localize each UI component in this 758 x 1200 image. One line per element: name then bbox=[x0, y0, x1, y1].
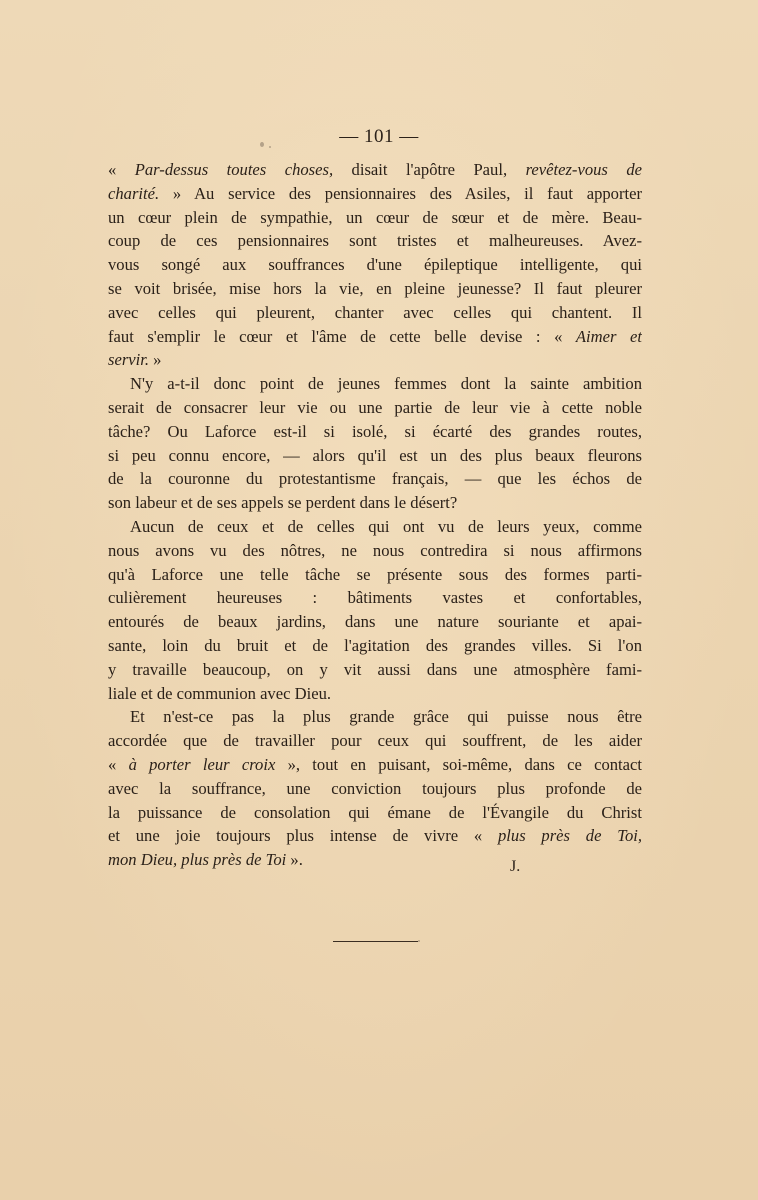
text-run: son labeur et de ses appels se perdent dans le désert? bbox=[108, 493, 458, 513]
italic-text: servir. bbox=[108, 350, 150, 370]
author-signature: J. bbox=[510, 858, 521, 875]
text-line bbox=[108, 420, 642, 444]
text-run: qu'à Laforce une telle tâche se présente sous des formes parti- bbox=[108, 564, 642, 584]
text-run: y travaille beaucoup, on y vit aussi dans une atmosphère fami- bbox=[108, 659, 642, 679]
paper-speck bbox=[269, 146, 271, 148]
paper-speck bbox=[418, 940, 420, 942]
text-line bbox=[108, 396, 642, 420]
text-run: ». bbox=[286, 850, 303, 870]
text-run: accordée que de travailler pour ceux qui souffrent, de les aider bbox=[108, 731, 642, 751]
text-line bbox=[108, 563, 642, 587]
text-line bbox=[108, 705, 642, 729]
text-line bbox=[108, 206, 642, 230]
text-run: entourés de beaux jardins, dans une nature souriante et apai- bbox=[108, 612, 642, 632]
text-line bbox=[108, 515, 642, 539]
text-run: se voit brisée, mise hors la vie, en pleine jeunesse? Il faut pleurer bbox=[108, 278, 642, 298]
text-line bbox=[108, 348, 642, 372]
text-line bbox=[108, 372, 642, 396]
paper-speck bbox=[260, 142, 264, 147]
text-run: coup de ces pensionnaires sont tristes et malheureuses. Avez- bbox=[108, 231, 642, 251]
text-line bbox=[108, 158, 642, 182]
text-line bbox=[108, 467, 642, 491]
text-run: « bbox=[108, 160, 135, 179]
text-run: serait de consacrer leur vie ou une partie de leur vie à cette noble bbox=[108, 397, 642, 417]
text-run: avec la souffrance, une conviction toujours plus profonde de bbox=[108, 778, 642, 798]
text-line bbox=[108, 777, 642, 801]
text-line bbox=[108, 444, 642, 468]
text-line bbox=[108, 634, 642, 658]
text-line bbox=[108, 229, 642, 253]
text-line bbox=[108, 682, 642, 706]
text-line bbox=[108, 801, 642, 825]
text-run: liale et de communion avec Dieu. bbox=[108, 683, 332, 703]
italic-text: revêtez-vous de bbox=[525, 160, 642, 179]
text-line bbox=[108, 824, 642, 848]
italic-text: plus près de Toi, bbox=[497, 826, 642, 846]
italic-text: à porter leur croix bbox=[128, 754, 276, 774]
text-run: vous songé aux souffrances d'une épileptique intelligente, qui bbox=[108, 255, 642, 275]
text-line bbox=[108, 325, 642, 349]
text-run: « bbox=[108, 754, 129, 774]
text-run: » Au service des pensionnaires des Asiles, il faut apporter bbox=[159, 183, 642, 203]
text-run: la puissance de consolation qui émane de l'Évangile du Christ bbox=[108, 802, 642, 822]
text-run: disait l'apôtre Paul, bbox=[333, 160, 526, 179]
text-run: si peu connu encore, — alors qu'il est un des plus beaux fleurons bbox=[108, 445, 642, 465]
text-run: culièrement heureuses : bâtiments vastes et confortables, bbox=[108, 588, 642, 608]
text-run: sante, loin du bruit et de l'agitation des grandes villes. Si l'on bbox=[108, 635, 642, 655]
text-run: faut s'emplir le cœur et l'âme de cette belle devise : « bbox=[108, 326, 576, 346]
text-run: de la couronne du protestantisme français, — que les échos de bbox=[108, 469, 642, 489]
text-run: et une joie toujours plus intense de vivre « bbox=[108, 826, 498, 846]
text-line bbox=[108, 182, 642, 206]
text-run: », tout en puisant, soi-même, dans ce contact bbox=[275, 754, 642, 774]
text-line bbox=[108, 753, 642, 777]
italic-text: mon Dieu, plus près de Toi bbox=[108, 850, 287, 870]
text-run: » bbox=[149, 350, 162, 370]
italic-text: Aimer et bbox=[575, 326, 642, 346]
italic-text: Par-dessus toutes choses, bbox=[134, 160, 334, 179]
text-run: tâche? Ou Laforce est-il si isolé, si écarté des grandes routes, bbox=[108, 421, 642, 441]
text-line bbox=[108, 848, 642, 872]
italic-text: charité. bbox=[108, 183, 160, 203]
text-run: un cœur plein de sympathie, un cœur de sœur et de mère. Beau- bbox=[108, 207, 642, 227]
text-line bbox=[108, 277, 642, 301]
article-body bbox=[108, 158, 642, 872]
text-line bbox=[108, 491, 642, 515]
section-divider bbox=[333, 941, 418, 942]
text-line bbox=[108, 729, 642, 753]
text-line bbox=[108, 301, 642, 325]
text-line bbox=[108, 610, 642, 634]
page-number: — 101 — bbox=[339, 126, 419, 147]
text-line bbox=[108, 253, 642, 277]
text-line bbox=[108, 539, 642, 563]
text-run: nous avons vu des nôtres, ne nous contredira si nous affirmons bbox=[108, 540, 642, 560]
text-run: N'y a-t-il donc point de jeunes femmes dont la sainte ambition bbox=[130, 374, 642, 394]
text-run: Aucun de ceux et de celles qui ont vu de leurs yeux, comme bbox=[130, 516, 642, 536]
text-line bbox=[108, 658, 642, 682]
text-line bbox=[108, 586, 642, 610]
text-run: Et n'est-ce pas la plus grande grâce qui puisse nous être bbox=[130, 707, 642, 727]
text-run: avec celles qui pleurent, chanter avec celles qui chantent. Il bbox=[108, 302, 642, 322]
